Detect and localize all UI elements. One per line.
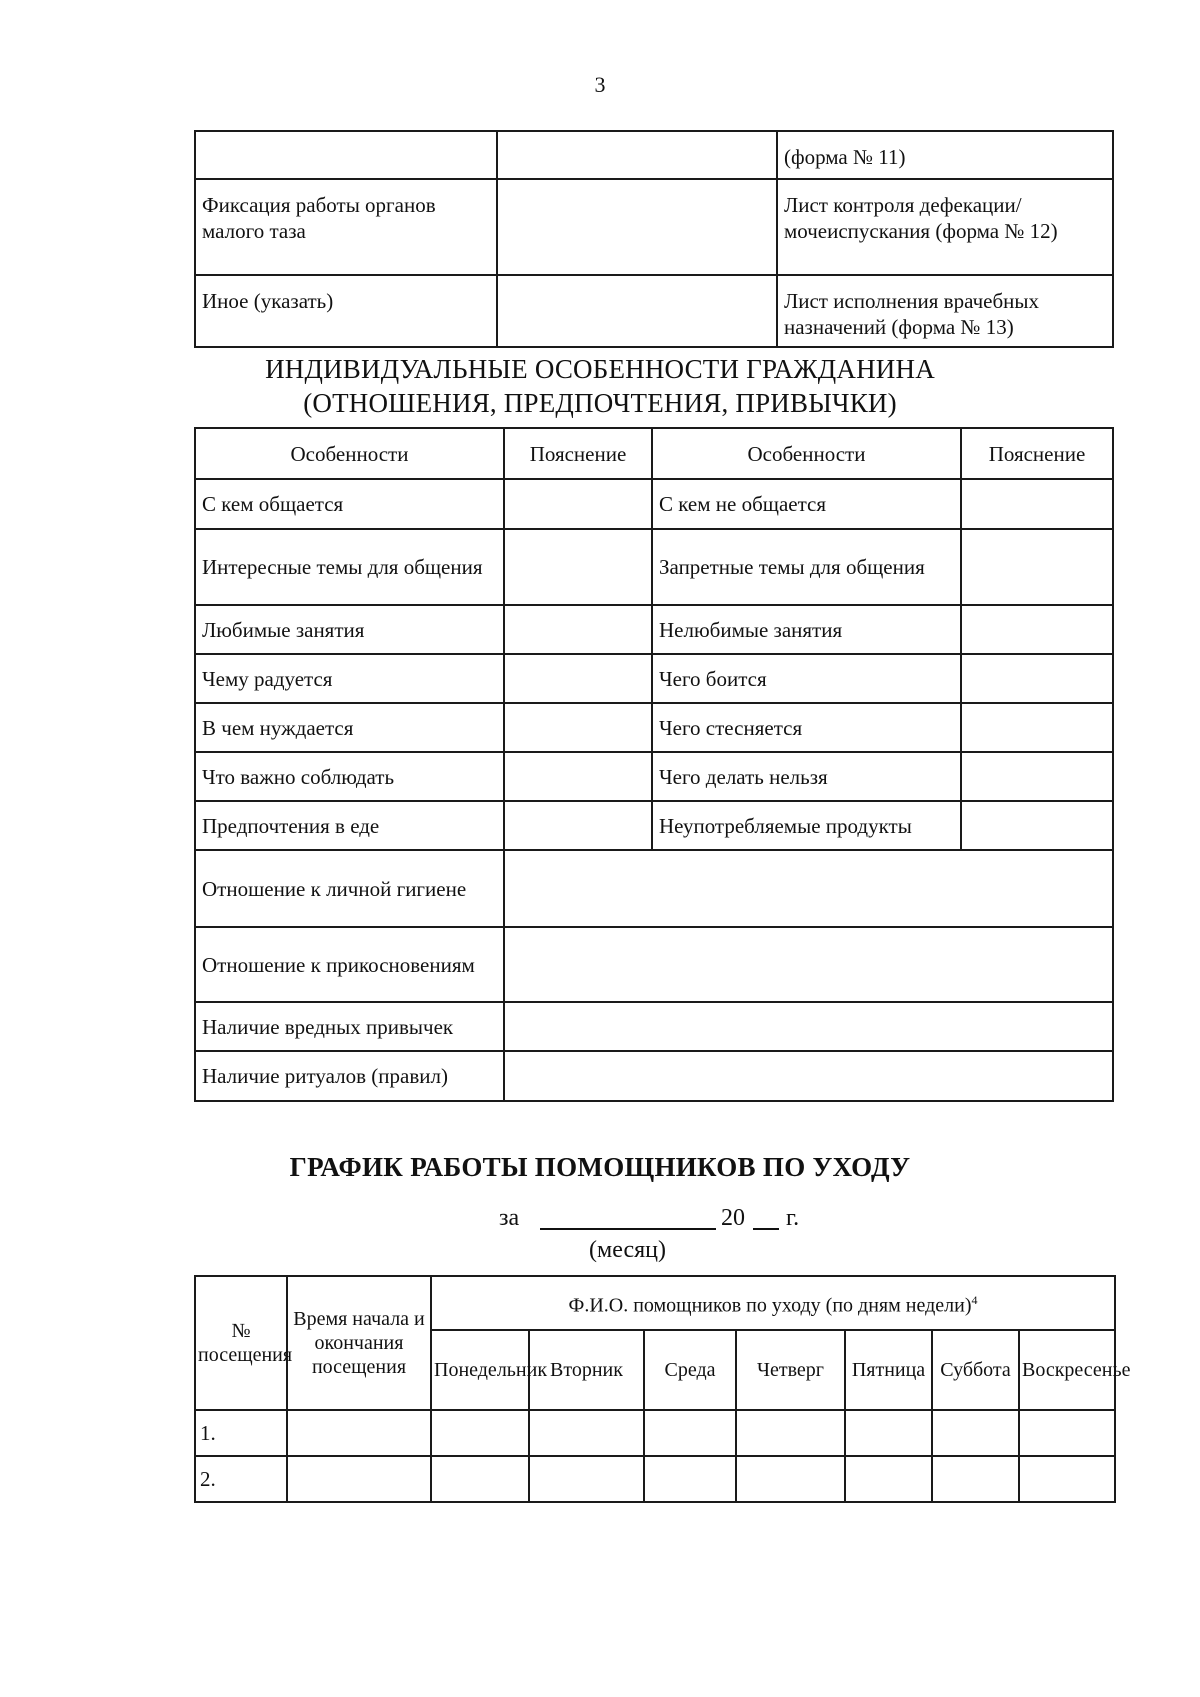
feature-label: С кем общается xyxy=(195,479,504,529)
day-header-tuesday: Вторник xyxy=(529,1330,644,1410)
table-row xyxy=(195,179,1113,275)
year-blank-field[interactable] xyxy=(753,1228,779,1230)
day-header-thursday: Четверг xyxy=(736,1330,845,1410)
feature-label: Чего делать нельзя xyxy=(652,752,961,801)
year-suffix: г. xyxy=(786,1205,800,1231)
explanation-cell[interactable] xyxy=(504,927,1113,1002)
document-cell: (форма № 11) xyxy=(777,131,1113,179)
col-header-explanation: Пояснение xyxy=(504,428,652,479)
explanation-cell[interactable] xyxy=(961,654,1113,703)
time-cell[interactable] xyxy=(287,1410,431,1456)
activity-cell: Фиксация работы органов малого таза xyxy=(195,179,497,275)
feature-label: Отношение к прикосновениям xyxy=(195,927,504,1002)
explanation-cell[interactable] xyxy=(504,479,652,529)
activity-cell: Иное (указать) xyxy=(195,275,497,347)
care-table xyxy=(194,130,1114,348)
table-row xyxy=(195,752,1113,801)
table-row xyxy=(195,479,1113,529)
table-row xyxy=(195,1410,1115,1456)
table-row xyxy=(195,275,1113,347)
day-cell[interactable] xyxy=(529,1456,644,1502)
month-caption: (месяц) xyxy=(589,1237,666,1263)
time-cell[interactable] xyxy=(287,1456,431,1502)
explanation-cell[interactable] xyxy=(961,752,1113,801)
feature-label: Предпочтения в еде xyxy=(195,801,504,850)
feature-label: Наличие вредных привычек xyxy=(195,1002,504,1051)
explanation-cell[interactable] xyxy=(961,703,1113,752)
explanation-cell[interactable] xyxy=(504,850,1113,927)
feature-label: С кем не общается xyxy=(652,479,961,529)
col-header-explanation: Пояснение xyxy=(961,428,1113,479)
day-cell[interactable] xyxy=(845,1410,932,1456)
features-title-line2: (ОТНОШЕНИЯ, ПРЕДПОЧТЕНИЯ, ПРИВЫЧКИ) xyxy=(303,388,897,418)
period-prefix: за xyxy=(499,1205,520,1231)
explanation-cell[interactable] xyxy=(504,654,652,703)
features-table xyxy=(194,427,1114,1102)
footnote-mark: 4 xyxy=(971,1293,978,1308)
col-header-group xyxy=(431,1276,1115,1330)
day-header-wednesday: Среда xyxy=(644,1330,736,1410)
explanation-cell[interactable] xyxy=(504,1002,1113,1051)
explanation-cell[interactable] xyxy=(961,479,1113,529)
explanation-cell[interactable] xyxy=(504,801,652,850)
explanation-cell[interactable] xyxy=(961,801,1113,850)
table-row xyxy=(195,927,1113,1002)
explanation-cell[interactable] xyxy=(961,529,1113,605)
note-cell[interactable] xyxy=(497,131,777,179)
explanation-cell[interactable] xyxy=(504,529,652,605)
col-header-features: Особенности xyxy=(652,428,961,479)
col-header-number: № посещения xyxy=(195,1276,287,1410)
document-cell: Лист контроля дефекации/мочеиспускания (форма № 12) xyxy=(777,179,1113,275)
col-header-time: Время начала и окончания посещения xyxy=(287,1276,431,1410)
table-row xyxy=(195,654,1113,703)
visit-number: 2. xyxy=(195,1456,287,1502)
day-header-friday: Пятница xyxy=(845,1330,932,1410)
explanation-cell[interactable] xyxy=(961,605,1113,654)
group-header-label: Ф.И.О. помощников по уходу (по дням недели) xyxy=(568,1294,972,1317)
features-title-line1: ИНДИВИДУАЛЬНЫЕ ОСОБЕННОСТИ ГРАЖДАНИНА xyxy=(265,354,935,384)
feature-label: В чем нуждается xyxy=(195,703,504,752)
table-row xyxy=(195,850,1113,927)
day-header-sunday: Воскресенье xyxy=(1019,1330,1115,1410)
table-row xyxy=(195,1051,1113,1101)
header-row xyxy=(195,1276,1115,1330)
explanation-cell[interactable] xyxy=(504,752,652,801)
day-header-saturday: Суббота xyxy=(932,1330,1019,1410)
explanation-cell[interactable] xyxy=(504,703,652,752)
feature-label: Любимые занятия xyxy=(195,605,504,654)
feature-label: Что важно соблюдать xyxy=(195,752,504,801)
note-cell[interactable] xyxy=(497,275,777,347)
feature-label: Неупотребляемые продукты xyxy=(652,801,961,850)
day-cell[interactable] xyxy=(736,1456,845,1502)
day-cell[interactable] xyxy=(932,1456,1019,1502)
col-header-features: Особенности xyxy=(195,428,504,479)
table-row xyxy=(195,703,1113,752)
day-cell[interactable] xyxy=(529,1410,644,1456)
month-blank-field[interactable] xyxy=(540,1228,716,1230)
feature-label: Чего стесняется xyxy=(652,703,961,752)
document-cell: Лист исполнения врачебных назначений (форма № 13) xyxy=(777,275,1113,347)
explanation-cell[interactable] xyxy=(504,605,652,654)
feature-label: Чего боится xyxy=(652,654,961,703)
day-cell[interactable] xyxy=(431,1410,529,1456)
table-row xyxy=(195,605,1113,654)
day-cell[interactable] xyxy=(644,1410,736,1456)
day-cell[interactable] xyxy=(736,1410,845,1456)
table-row xyxy=(195,1002,1113,1051)
table-row xyxy=(195,1456,1115,1502)
day-cell[interactable] xyxy=(845,1456,932,1502)
schedule-table xyxy=(194,1275,1131,1503)
feature-label: Отношение к личной гигиене xyxy=(195,850,504,927)
day-header-monday: Понедельник xyxy=(431,1330,529,1410)
feature-label: Интересные темы для общения xyxy=(195,529,504,605)
day-cell[interactable] xyxy=(1019,1456,1115,1502)
feature-label: Чему радуется xyxy=(195,654,504,703)
feature-label: Запретные темы для общения xyxy=(652,529,961,605)
table-row xyxy=(195,131,1113,179)
features-title xyxy=(0,352,1200,420)
feature-label: Наличие ритуалов (правил) xyxy=(195,1051,504,1101)
visit-number: 1. xyxy=(195,1410,287,1456)
table-row xyxy=(195,801,1113,850)
page-number: 3 xyxy=(594,72,606,97)
table-row xyxy=(195,529,1113,605)
day-cell[interactable] xyxy=(644,1456,736,1502)
explanation-cell[interactable] xyxy=(504,1051,1113,1101)
header-row xyxy=(195,428,1113,479)
day-cell[interactable] xyxy=(431,1456,529,1502)
feature-label: Нелюбимые занятия xyxy=(652,605,961,654)
day-cell[interactable] xyxy=(1019,1410,1115,1456)
year-prefix: 20 xyxy=(721,1205,745,1231)
activity-cell xyxy=(195,131,497,179)
schedule-title: ГРАФИК РАБОТЫ ПОМОЩНИКОВ ПО УХОДУ xyxy=(289,1152,911,1182)
note-cell[interactable] xyxy=(497,179,777,275)
day-cell[interactable] xyxy=(932,1410,1019,1456)
